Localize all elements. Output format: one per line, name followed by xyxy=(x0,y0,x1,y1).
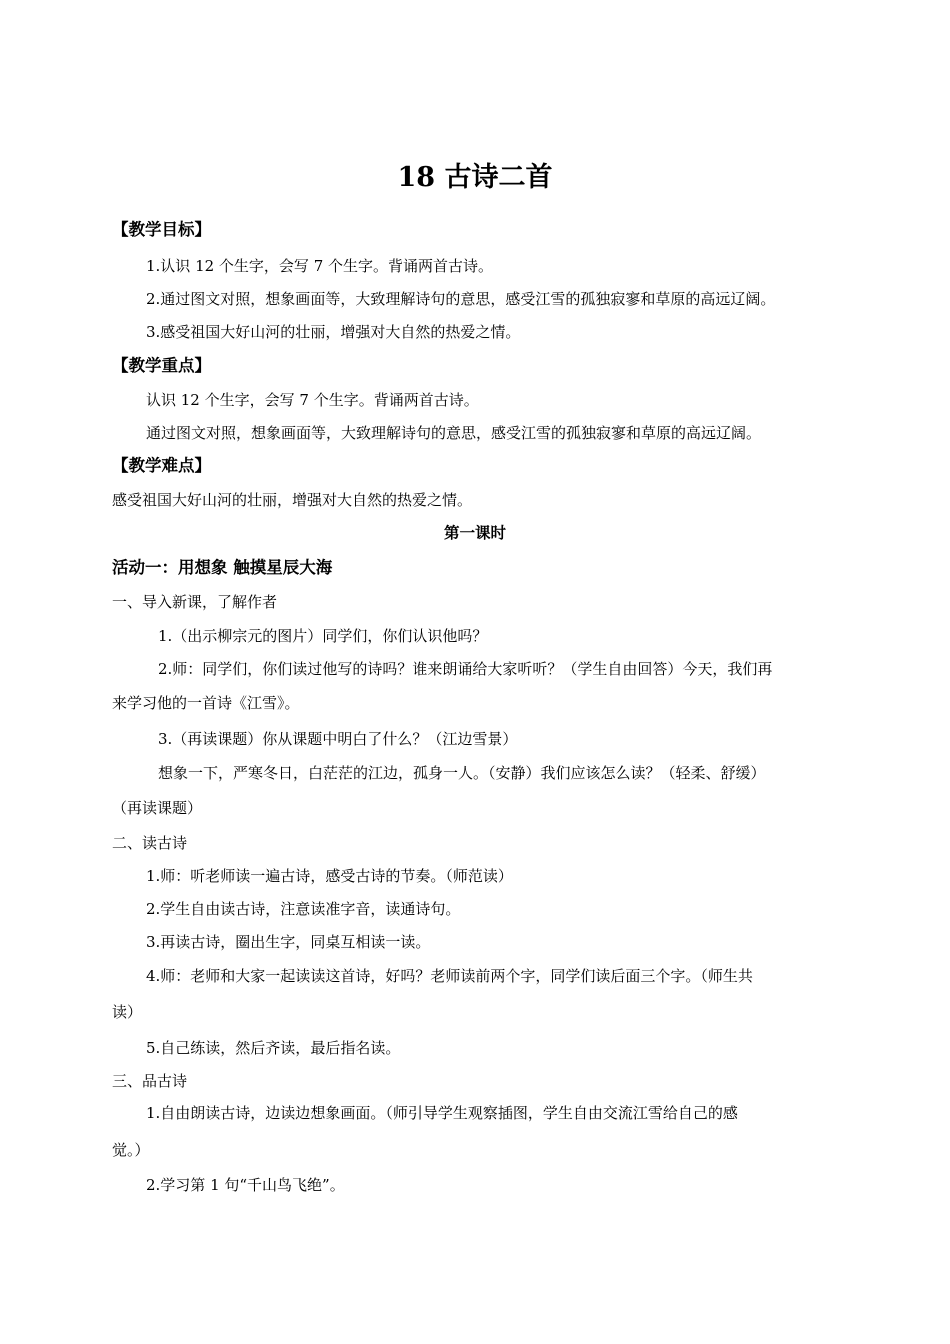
section-2-line-1: 1.师：听老师读一遍古诗，感受古诗的节奏。（师范读） xyxy=(146,867,513,885)
section-3-line-2: 觉。） xyxy=(112,1141,150,1159)
section-2-line-6: 5.自己练读，然后齐读，最后指名读。 xyxy=(146,1039,401,1057)
key-points-heading: 【教学重点】 xyxy=(112,356,211,375)
objective-item-1: 1.认识 12 个生字，会写 7 个生字。背诵两首古诗。 xyxy=(146,257,494,275)
section-1-line-2: 2.师：同学们，你们读过他写的诗吗？谁来朗诵给大家听听？（学生自由回答）今天，我们再 xyxy=(158,660,773,678)
section-3-line-1: 1.自由朗读古诗，边读边想象画面。（师引导学生观察插图，学生自由交流江雪给自己的感 xyxy=(146,1104,738,1122)
section-1-line-5: 想象一下，严寒冬日，白茫茫的江边，孤身一人。（安静）我们应该怎么读？（轻柔、舒缓） xyxy=(158,764,766,782)
section-2-line-5: 读） xyxy=(112,1003,143,1021)
key-point-item-2: 通过图文对照，想象画面等，大致理解诗句的意思，感受江雪的孤独寂寥和草原的高远辽阔。 xyxy=(146,424,762,442)
key-point-item-1: 认识 12 个生字，会写 7 个生字。背诵两首古诗。 xyxy=(146,391,479,409)
section-1-line-1: 1.（出示柳宗元的图片）同学们，你们认识他吗？ xyxy=(158,627,488,645)
section-1-line-4: 3.（再读课题）你从课题中明白了什么？（江边雪景） xyxy=(158,730,518,748)
section-3-line-3: 2.学习第 1 句“千山鸟飞绝”。 xyxy=(146,1176,345,1194)
objective-item-2: 2.通过图文对照，想象画面等，大致理解诗句的意思，感受江雪的孤独寂寥和草原的高远辽阔。 xyxy=(146,290,776,308)
activity-heading: 活动一：用想象 触摸星辰大海 xyxy=(112,558,333,577)
section-heading-3: 三、品古诗 xyxy=(112,1072,188,1090)
difficulties-heading: 【教学难点】 xyxy=(112,456,211,475)
objective-item-3: 3.感受祖国大好山河的壮丽，增强对大自然的热爱之情。 xyxy=(146,323,521,341)
section-2-line-4: 4.师：老师和大家一起读读这首诗，好吗？老师读前两个字，同学们读后面三个字。（师生共 xyxy=(146,967,753,985)
section-heading-2: 二、读古诗 xyxy=(112,834,188,852)
lesson-title: 第一课时 xyxy=(443,523,506,542)
section-heading-1: 一、导入新课，了解作者 xyxy=(112,593,278,611)
difficulty-item-1: 感受祖国大好山河的壮丽，增强对大自然的热爱之情。 xyxy=(112,491,473,509)
page-title: 18 古诗二首 xyxy=(397,162,553,193)
objectives-heading: 【教学目标】 xyxy=(112,220,211,239)
section-2-line-3: 3.再读古诗，圈出生字，同桌互相读一读。 xyxy=(146,933,431,951)
section-1-line-3: 来学习他的一首诗《江雪》。 xyxy=(112,694,300,712)
section-2-line-2: 2.学生自由读古诗，注意读准字音，读通诗句。 xyxy=(146,900,461,918)
section-1-line-6: （再读课题） xyxy=(112,799,203,817)
